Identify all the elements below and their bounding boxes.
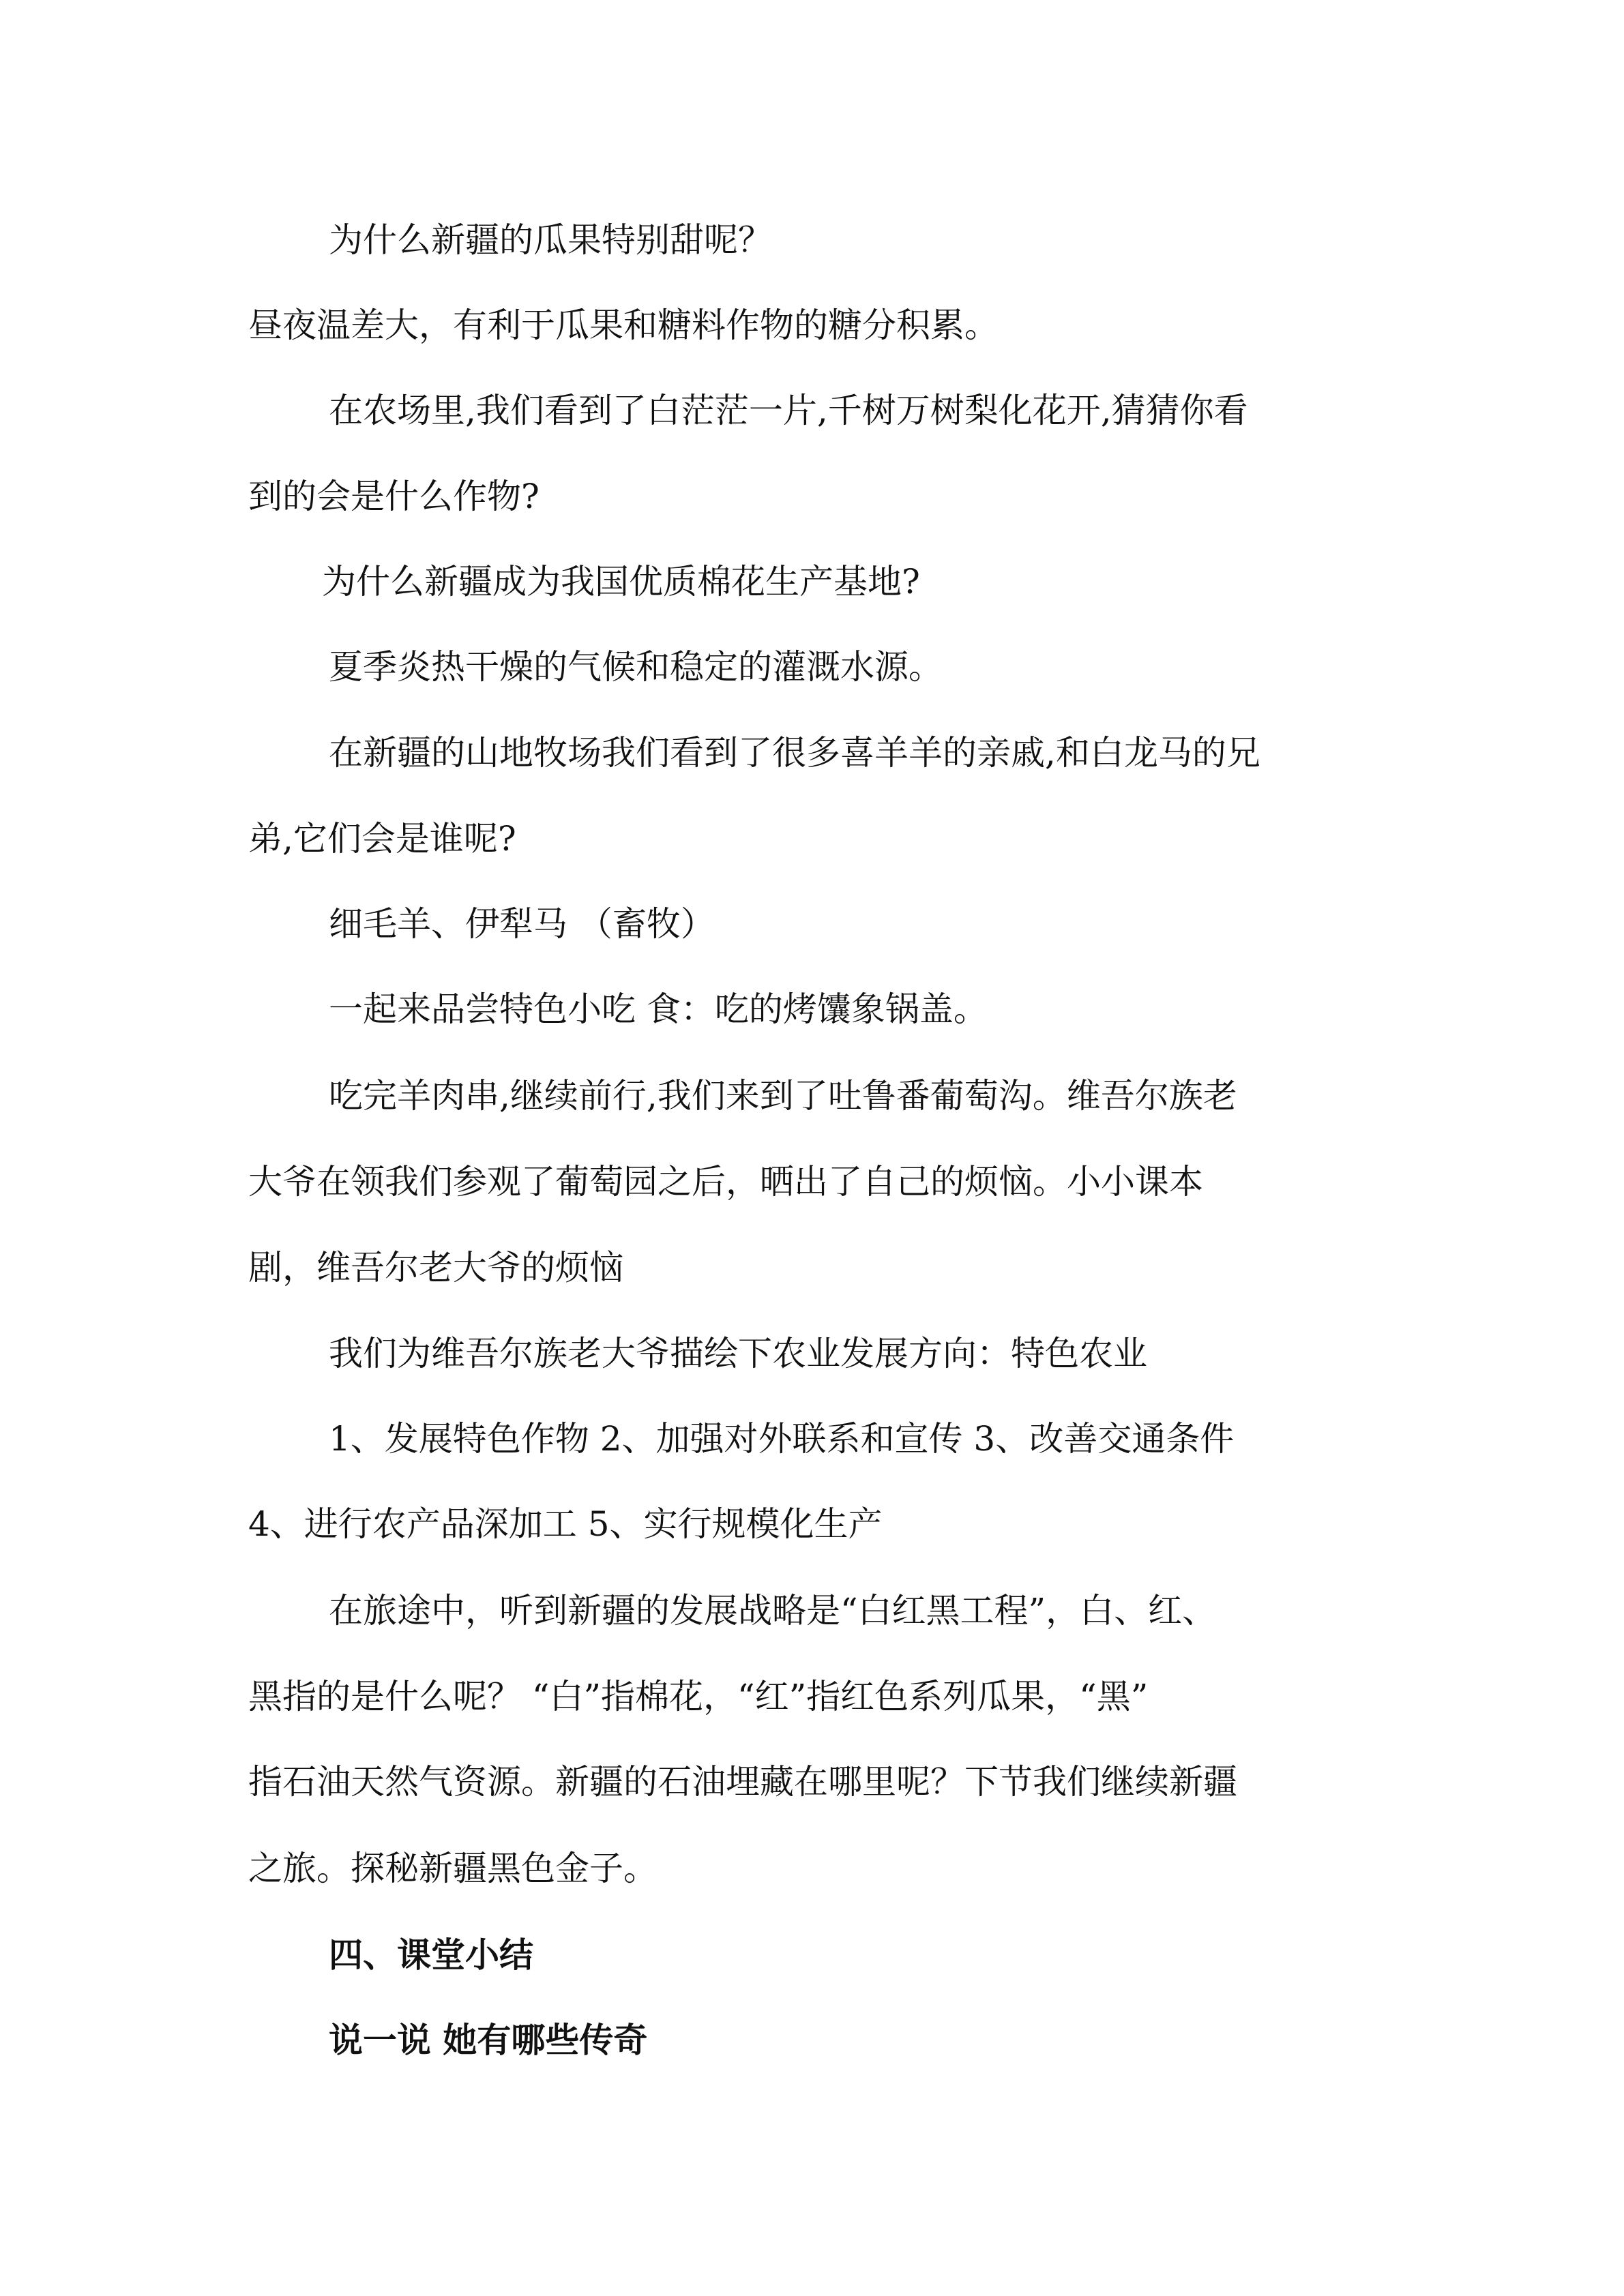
paragraph-line: 黑指的是什么呢？ “白”指棉花，“红”指红色系列瓜果，“黑” bbox=[248, 1677, 1149, 1716]
paragraph-line: 在农场里,我们看到了白茫茫一片,千树万树梨化花开,猜猜你看 bbox=[329, 391, 1248, 430]
paragraph-line: 我们为维吾尔族老大爷描绘下农业发展方向：特色农业 bbox=[329, 1334, 1147, 1373]
paragraph-line: 到的会是什么作物? bbox=[248, 477, 540, 516]
paragraph-line: 4、进行农产品深加工 5、实行规模化生产 bbox=[248, 1504, 883, 1544]
paragraph-line: 指石油天然气资源。新疆的石油埋藏在哪里呢？下节我们继续新疆 bbox=[248, 1762, 1237, 1802]
paragraph-line: 剧，维吾尔老大爷的烦恼 bbox=[248, 1248, 623, 1287]
paragraph-line: 夏季炎热干燥的气候和稳定的灌溉水源。 bbox=[329, 647, 943, 687]
paragraph-line: 弟,它们会是谁呢? bbox=[248, 819, 516, 859]
section-subheading: 说一说 她有哪些传奇 bbox=[329, 2020, 648, 2060]
paragraph-line: 为什么新疆成为我国优质棉花生产基地? bbox=[322, 562, 920, 601]
paragraph-line: 大爷在领我们参观了葡萄园之后，晒出了自己的烦恼。小小课本 bbox=[248, 1162, 1203, 1202]
paragraph-line: 在旅途中，听到新疆的发展战略是“白红黑工程”，白、红、 bbox=[329, 1591, 1217, 1630]
paragraph-line: 一起来品尝特色小吃 食：吃的烤馕象锅盖。 bbox=[329, 989, 988, 1029]
paragraph-line: 为什么新疆的瓜果特别甜呢？ bbox=[329, 220, 772, 260]
paragraph-line: 之旅。探秘新疆黑色金子。 bbox=[248, 1849, 658, 1888]
paragraph-line: 昼夜温差大，有利于瓜果和糖料作物的糖分积累。 bbox=[248, 305, 999, 345]
paragraph-line: 1、发展特色作物 2、加强对外联系和宣传 3、改善交通条件 bbox=[329, 1419, 1235, 1459]
paragraph-line: 吃完羊肉串,继续前行,我们来到了吐鲁番葡萄沟。维吾尔族老 bbox=[329, 1076, 1237, 1116]
section-heading: 四、课堂小结 bbox=[329, 1935, 533, 1975]
paragraph-line: 细毛羊、伊犁马 （畜牧） bbox=[329, 904, 715, 944]
paragraph-line: 在新疆的山地牧场我们看到了很多喜羊羊的亲戚,和白龙马的兄 bbox=[329, 733, 1260, 773]
